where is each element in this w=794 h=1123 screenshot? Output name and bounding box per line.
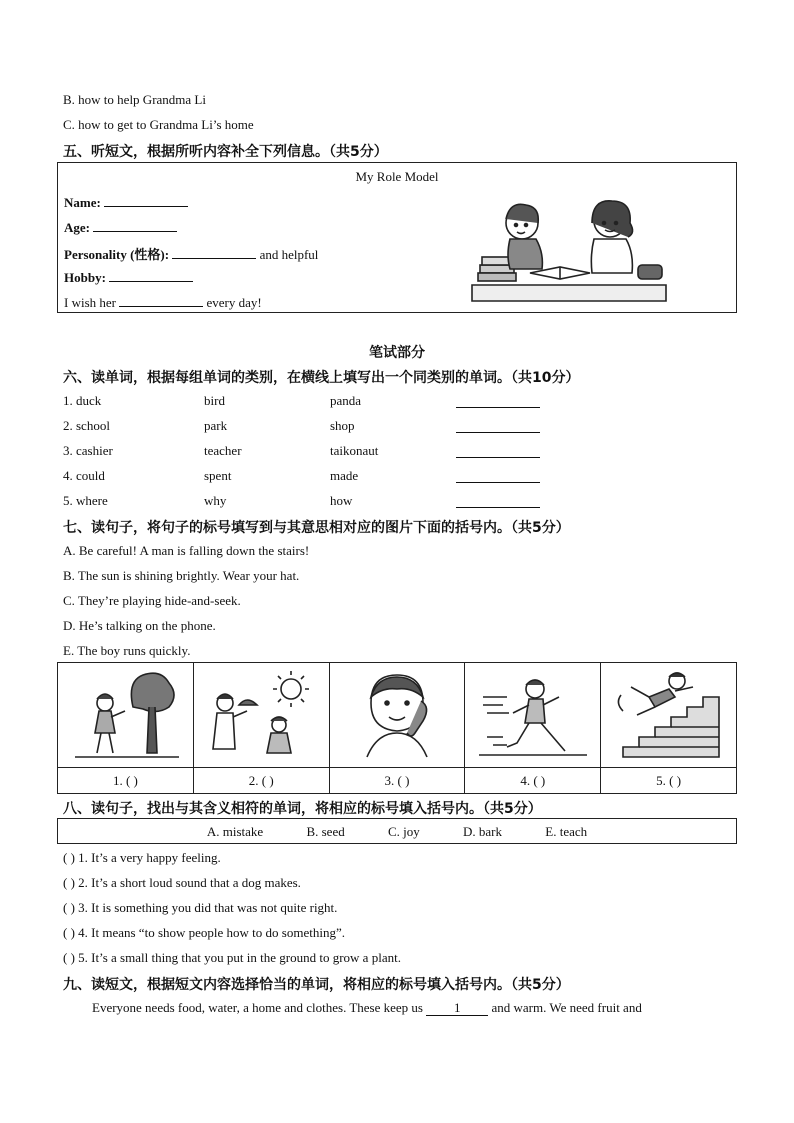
sentence-c: C. They’re playing hide-and-seek.	[63, 593, 241, 608]
section7-heading: 七、读句子，将句子的标号填写到与其意思相对应的图片下面的括号内。（共5分）	[63, 520, 570, 536]
hide-and-seek-picture	[65, 667, 185, 763]
picture-cell-4	[465, 663, 601, 768]
answer-blank[interactable]	[456, 495, 540, 508]
sentence-e: E. The boy runs quickly.	[63, 643, 191, 658]
answer-blank[interactable]	[93, 219, 177, 232]
field-hobby: Hobby:	[64, 269, 193, 286]
word-option-e: E. teach	[545, 824, 588, 839]
picture-label-4[interactable]: 4. ( )	[465, 768, 601, 794]
sentence-d: D. He’s talking on the phone.	[63, 618, 216, 633]
definition-4[interactable]: ( ) 4. It means “to show people how to do something”.	[63, 925, 345, 940]
answer-blank[interactable]	[104, 194, 188, 207]
section5-heading: 五、听短文，根据所听内容补全下列信息。（共5分）	[63, 144, 388, 160]
option-c: C. how to get to Grandma Li’s home	[63, 117, 254, 132]
picture-label-3[interactable]: 3. ( )	[329, 768, 465, 794]
definition-3[interactable]: ( ) 3. It is something you did that was not quite right.	[63, 900, 338, 915]
field-personality: Personality (性格): and helpful	[64, 247, 319, 262]
picture-matching-table	[57, 662, 737, 794]
word-row-2-a: 2. school	[63, 418, 110, 433]
picture-label-1[interactable]: 1. ( )	[58, 768, 194, 794]
role-model-box	[57, 162, 737, 313]
picture-cell-1	[58, 663, 194, 768]
word-row-4-a: 4. could	[63, 468, 105, 483]
answer-blank[interactable]	[456, 420, 540, 433]
sun-and-hat-picture	[201, 667, 321, 763]
word-option-b: B. seed	[306, 824, 345, 839]
falling-on-stairs-picture	[609, 667, 729, 763]
answer-blank[interactable]	[109, 269, 193, 282]
word-row-1-b: bird	[204, 393, 225, 408]
field-wish: I wish her every day!	[64, 295, 262, 310]
definition-1[interactable]: ( ) 1. It’s a very happy feeling.	[63, 850, 221, 865]
answer-blank[interactable]	[456, 470, 540, 483]
answer-blank[interactable]	[456, 445, 540, 458]
picture-cell-5	[601, 663, 737, 768]
field-name: Name:	[64, 194, 188, 211]
word-row-3-b: teacher	[204, 443, 242, 458]
answer-blank[interactable]	[456, 395, 540, 408]
answer-blank[interactable]	[172, 246, 256, 259]
box-title: My Role Model	[355, 169, 439, 184]
word-row-5-c: how	[330, 493, 353, 508]
definition-2[interactable]: ( ) 2. It’s a short loud sound that a dog makes.	[63, 875, 301, 890]
word-row-1-c: panda	[330, 393, 362, 408]
word-row-3-c: taikonaut	[330, 443, 379, 458]
passage-blank-1[interactable]: 1	[426, 1001, 488, 1016]
sentence-b: B. The sun is shining brightly. Wear your hat.	[63, 568, 300, 583]
passage-line-1: Everyone needs food, water, a home and clothes. These keep us 1 and warm. We need fruit and	[92, 1000, 642, 1015]
phone-call-picture	[337, 667, 457, 763]
picture-label-5[interactable]: 5. ( )	[601, 768, 737, 794]
field-age: Age:	[64, 219, 177, 236]
picture-cell-2	[193, 663, 329, 768]
definition-5[interactable]: ( ) 5. It’s a small thing that you put in the ground to grow a plant.	[63, 950, 401, 965]
word-row-2-c: shop	[330, 418, 355, 433]
written-part-title: 笔试部分	[369, 345, 425, 361]
section8-heading: 八、读句子，找出与其含义相符的单词，将相应的标号填入括号内。（共5分）	[63, 801, 542, 817]
sentence-a: A. Be careful! A man is falling down the stairs!	[63, 543, 310, 558]
section9-heading: 九、读短文，根据短文内容选择恰当的单词，将相应的标号填入括号内。（共5分）	[63, 977, 570, 993]
word-option-a: A. mistake	[206, 824, 264, 839]
word-row-2-b: park	[204, 418, 228, 433]
word-option-d: D. bark	[463, 824, 503, 839]
picture-cell-3	[329, 663, 465, 768]
two-girls-studying-illustration	[470, 193, 670, 305]
picture-label-2[interactable]: 2. ( )	[193, 768, 329, 794]
word-row-4-b: spent	[204, 468, 232, 483]
running-boy-picture	[473, 667, 593, 763]
word-row-1-a: 1. duck	[63, 393, 102, 408]
word-row-5-b: why	[204, 493, 227, 508]
word-row-3-a: 3. cashier	[63, 443, 113, 458]
option-b: B. how to help Grandma Li	[63, 92, 206, 107]
answer-blank[interactable]	[119, 294, 203, 307]
section6-heading: 六、读单词，根据每组单词的类别，在横线上填写出一个同类别的单词。（共10分）	[63, 370, 580, 386]
word-options-box	[57, 818, 737, 844]
word-row-4-c: made	[330, 468, 359, 483]
word-row-5-a: 5. where	[63, 493, 108, 508]
word-option-c: C. joy	[387, 824, 420, 839]
